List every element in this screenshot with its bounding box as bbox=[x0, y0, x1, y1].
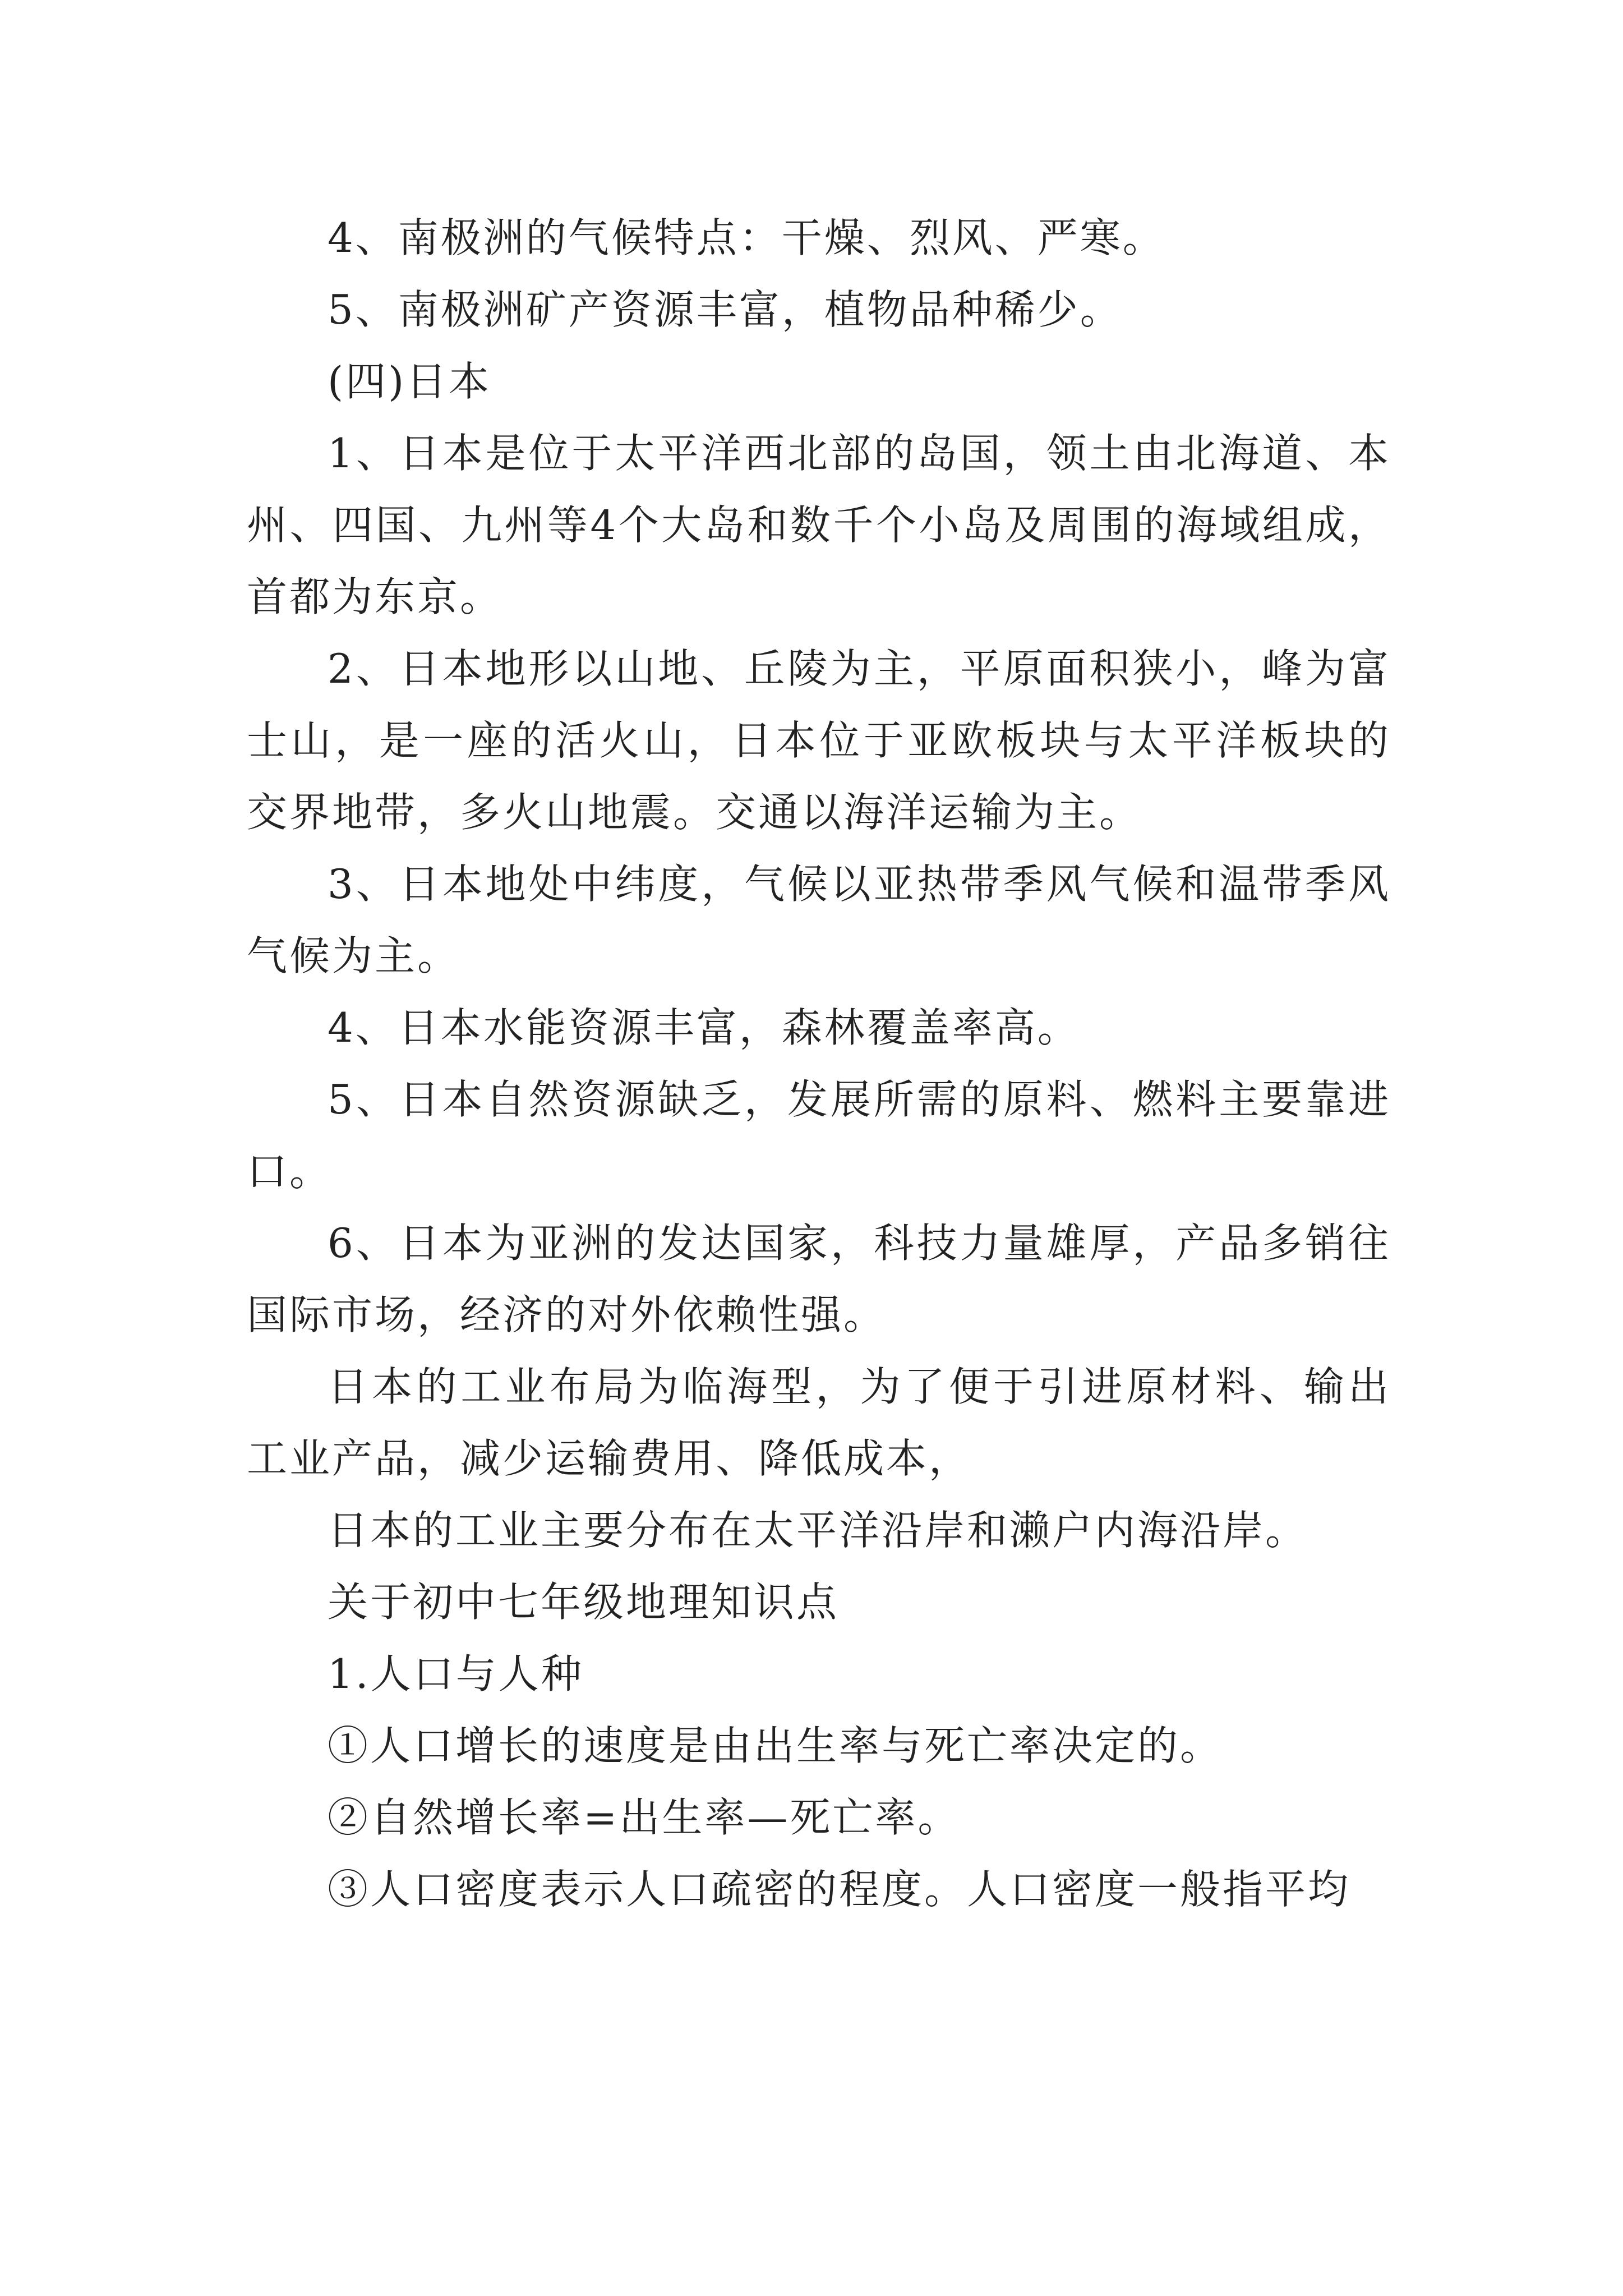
section-heading-japan: (四)日本 bbox=[328, 358, 492, 405]
paragraph-japan-water-forest: 4、日本水能资源丰富，森林覆盖率高。 bbox=[328, 1004, 1080, 1051]
paragraph-japan-terrain: 2、日本地形以山地、丘陵为主，平原面积狭小，峰为富士山，是一座的活火山，日本位于亚欧板块与太平洋板块的交界地带，多火山地震。交通以海洋运输为主。 bbox=[247, 645, 1391, 836]
paragraph-japan-climate: 3、日本地处中纬度，气候以亚热带季风气候和温带季风气候为主。 bbox=[247, 861, 1391, 979]
list-item-population-growth: ①人口增长的速度是由出生率与死亡率决定的。 bbox=[328, 1722, 1223, 1769]
paragraph-japan-location: 1、日本是位于太平洋西北部的岛国，领土由北海道、本州、四国、九州等4个大岛和数千个小岛及周围的海域组成，首都为东京。 bbox=[247, 430, 1391, 620]
paragraph-japan-industry-layout: 日本的工业布局为临海型，为了便于引进原材料、输出工业产品，减少运输费用、降低成本， bbox=[247, 1363, 1391, 1482]
paragraph-antarctica-climate: 4、南极洲的气候特点：干燥、烈风、严寒。 bbox=[328, 214, 1165, 261]
list-item-population-density: ③人口密度表示人口疏密的程度。人口密度一般指平均 bbox=[328, 1866, 1351, 1913]
paragraph-japan-industry-distribution: 日本的工业主要分布在太平洋沿岸和濑户内海沿岸。 bbox=[328, 1507, 1308, 1554]
paragraph-antarctica-resources: 5、南极洲矿产资源丰富，植物品种稀少。 bbox=[328, 286, 1123, 333]
subheading-population-race: 1.人口与人种 bbox=[328, 1650, 584, 1697]
paragraph-japan-economy: 6、日本为亚洲的发达国家，科技力量雄厚，产品多销往国际市场，经济的对外依赖性强。 bbox=[247, 1220, 1391, 1338]
list-item-natural-growth-rate: ②自然增长率=出生率—死亡率。 bbox=[328, 1794, 961, 1841]
section-heading-grade7-geography: 关于初中七年级地理知识点 bbox=[328, 1579, 840, 1626]
document-body bbox=[247, 202, 1391, 1925]
paragraph-japan-resources: 5、日本自然资源缺乏，发展所需的原料、燃料主要靠进口。 bbox=[247, 1076, 1391, 1195]
